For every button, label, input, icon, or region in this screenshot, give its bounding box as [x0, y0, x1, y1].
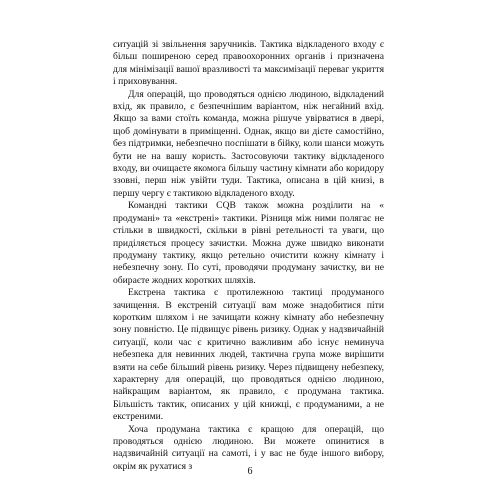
paragraph-3: Командні тактики CQB також можна розділити на « продумані» та «екстрені» тактики. Різниця між ними полягає не стільки в швидкості, скільки в рівні ретельності та уваги, що приділяється процесу зачистки. Можна дуже швидко виконати продуману тактику, якщо ретельно очистити кожну кімнату і небезпечну зону. По суті, проводячи продуману зачистку, ви не обираєте жодних коротких шляхів. — [113, 200, 384, 286]
paragraph-1: ситуацій зі звільнення заручників. Тактика відкладеного входу є більш поширеною серед правоохоронних органів і призначена для мінімізації вашої вразливості та максимізації переваг укриття і приховування. — [113, 39, 384, 88]
body-text — [113, 39, 384, 473]
paragraph-2: Для операцій, що проводяться однією людиною, відкладений вхід, як правило, є безпечнішим варіантом, ніж негайний вхід. Якщо за вами стоїть команда, можна рішуче увірватися в двері, щоб домінувати в приміщенні. Однак, якщо ви дієте самостійно, без підтримки, небезпечно поспішати в бійку, коли шанси можуть бути не на вашу користь. Застосовуючи тактику відкладеного входу, ви очищаєте якомога більшу частину кімнати або коридору ззовні, перш ніж увійти туди. Тактика, описана в цій книзі, в першу чергу є тактикою відкладеного входу. — [113, 88, 384, 199]
page-number: 6 — [247, 466, 253, 477]
paragraph-4: Екстрена тактика є протилежною тактиці продуманого зачищення. В екстреній ситуації вам може знадобитися піти коротким шляхом і не зачищати кожну кімнату або небезпечну зону повністю. Це підвищує рівень ризику. Однак у надзвичайній ситуації, коли час є критично важливим або існує неминуча небезпека для невинних людей, тактична група може вирішити взяти на себе більший рівень ризику. Через підвищену небезпеку, характерну для операцій, що проводяться однією людиною, найкращим варіантом, як правило, є продумана тактика. Більшість тактик, описаних у цій книжці, є продуманими, а не екстреними. — [113, 287, 384, 423]
paragraph-5: Хоча продумана тактика є кращою для операцій, що проводяться однією людиною. Ви можете опинитися в надзвичайній ситуації на самоті, і у вас не буде іншого вибору, окрім як рухатися з — [113, 423, 384, 472]
